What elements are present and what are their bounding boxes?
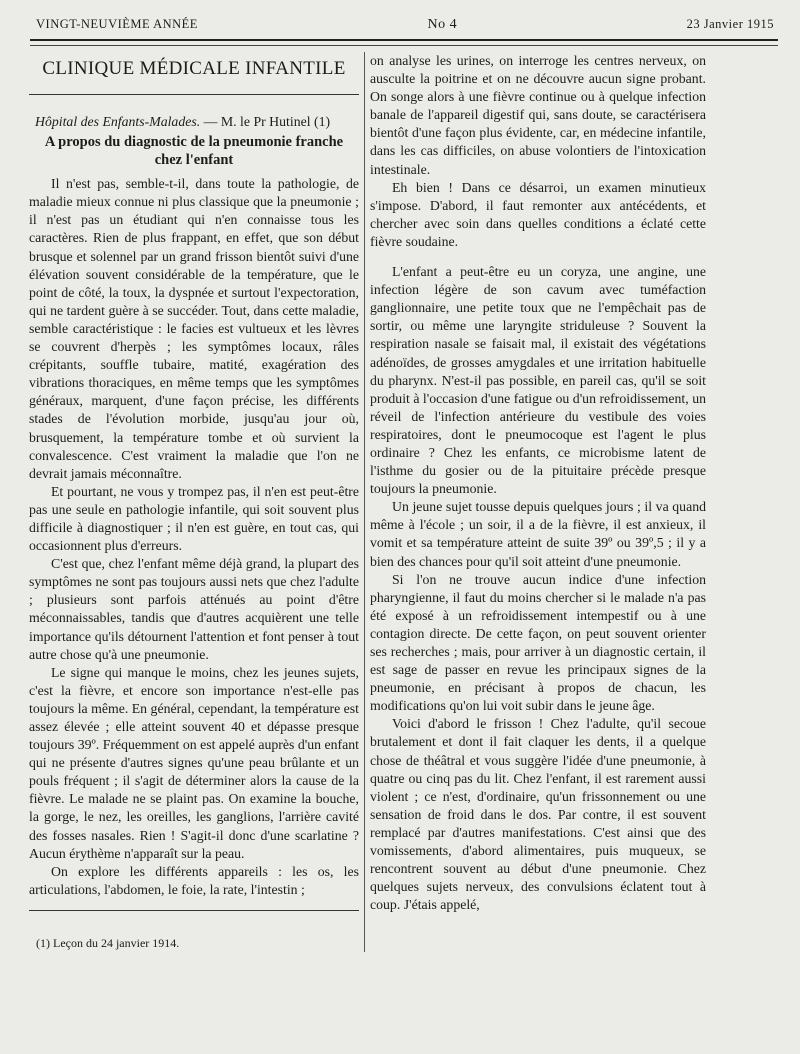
left-column: [29, 52, 359, 899]
byline: [29, 113, 359, 131]
section-title-rule: [29, 94, 359, 95]
paragraph: Eh bien ! Dans ce désarroi, un examen minutieux s'impose. D'abord, il faut remonter aux antécédents, et chercher avec soin dans quelles conditions a éclaté cette fièvre soudaine.: [370, 179, 706, 249]
header-rule: [30, 39, 778, 46]
paragraph: Voici d'abord le frisson ! Chez l'adulte, qu'il secoue brutalement et dont il fait claquer les dents, il a quelque chose de théâtral et vous suggère l'idée d'une pneumonie, à quatre ou cinq pas du lit. Chez l'enfant, il est rarement aussi violent ; ce n'est, d'ordinaire, qu'un frissonnement ou une sensation de froid dans le dos. Par contre, il est souvent remplacé par d'autres manifestations. C'est ainsi que des vomissements, d'abord alimentaires, puis muqueux, se rencontrent souvent au début d'une pneumonie. Chez quelques sujets nerveux, des convulsions éclatent tout à coup. J'étais appelé,: [370, 716, 706, 913]
article-title: [29, 133, 359, 169]
footnote: (1) Leçon du 24 janvier 1914.: [36, 936, 180, 950]
paragraph: Le signe qui manque le moins, chez les jeunes sujets, c'est la fièvre, et encore son importance n'est-elle pas toujours la même. En général, cependant, la température est assez élevée ; elle atteint souvent 40 et dépasse presque toujours 39º. Fréquemment on est appelé auprès d'un enfant qui ne présente d'autres signes qu'une peau brûlante et un pouls fréquent ; il s'agit de déterminer alors la cause de la fièvre. Le malade ne se plaint pas. On examine la bouche, la gorge, le nez, les oreilles, les ganglions, l'arrière cavité des fosses nasales. Rien ! S'agit-il donc d'une scarlatine ? Aucun érythème n'apparaît sur la peau.: [29, 664, 359, 861]
header-date: 23 Janvier 1915: [686, 17, 774, 31]
paragraph: Si l'on ne trouve aucun indice d'une infection pharyngienne, il faut du moins chercher si le malade n'a pas été exposé à un refroidissement intempestif ou à une contagion directe. De cette façon, on peut souvent orienter ses recherches ; mais, pour arriver à un diagnostic certain, il est sage de passer en revue les principaux signes de la pneumonie, en précisant à propos de chacun, les modifications qu'on lui voit subir dans le jeune âge.: [370, 571, 706, 714]
paragraph: on analyse les urines, on interroge les centres nerveux, on ausculte la poitrine et on ne découvre aucun signe probant. On songe alors à une fièvre continue ou à quelque infection banale de l'appareil digestif qui, sans doute, se caractérisera bientôt d'une façon plus évidente, car, en médecine infantile, dans les cas difficiles, on abuse volontiers de l'intoxication intestinale.: [370, 53, 706, 177]
paragraph: Un jeune sujet tousse depuis quelques jours ; il va quand même à l'école ; un soir, il a de la fièvre, il est anxieux, il vomit et sa température atteint de suite 39º ou 39º,5 ; il y a bien des chances pour qu'il soit atteint d'une pneumonie.: [370, 499, 706, 569]
byline-place: Hôpital des Enfants-Malades.: [35, 114, 201, 130]
footnote-rule: [29, 910, 359, 911]
article-title-line-2: chez l'enfant: [154, 152, 234, 169]
paragraph: Il n'est pas, semble-t-il, dans toute la pathologie, de maladie mieux connue ni plus classique que la pneumonie ; il n'est pas un étudiant qui n'en connaisse tous les caractères. Rien de plus frappant, en effet, que son début brusque et solennel par un grand frisson bientôt suivi d'une élévation souvent considérable de la température, que le point de côté, la toux, la dyspnée et surtout l'expectoration, qui ne tardent guère à se succéder. Tout, dans cette maladie, semble caractéristique : le facies est vultueux et les lèvres se couvrent d'herpès ; les symptômes locaux, râles crépitants, souffle tubaire, matité, exagération des vibrations thoraciques, en même temps que les symptômes généraux, marquent, d'une façon précise, les différents stades de l'évolution morbide, jusqu'au jour où, brusquement, la température tombe et où survient la convalescence. C'est vraiment la maladie que l'on ne devrait jamais méconnaître.: [29, 176, 359, 481]
article-title-line-1: A propos du diagnostic de la pneumonie franche: [44, 134, 344, 151]
paragraph: On explore les différents appareils : les os, les articulations, l'abdomen, le foie, la rate, l'intestin ;: [29, 863, 359, 897]
paragraph: Et pourtant, ne vous y trompez pas, il n'en est peut-être pas une seule en pathologie infantile, qui soit souvent plus difficile à diagnostiquer ; il n'en est guère, en tout cas, qui occasionnent plus d'erreurs.: [29, 483, 359, 554]
header-issue-number: No 4: [427, 17, 458, 32]
paragraph: L'enfant a peut-être eu un coryza, une angine, une infection légère de son cavum avec tuméfaction ganglionnaire, une petite toux que ne l'empêchait pas de sortir, ou même une laryngite striduleuse ? Souvent la respiration nasale se faisait mal, il existait des végétations adénoïdes, de grosses amygdales et une irritation habituelle du pharynx. N'est-il pas possible, en pareil cas, qu'il se soit produit à l'occasion d'une fatigue ou d'un refroidissement, un réveil de l'infection antérieure du vestibule des voies respiratoires, dont le pneumocoque est l'agent le plus ordinaire ? Chez les enfants, ce microbisme latent de l'isthme du gosier ou de la pituitaire précède presque toujours la pneumonie.: [370, 264, 706, 497]
column-divider: [364, 52, 365, 952]
running-header: [36, 17, 774, 33]
header-volume: VINGT-NEUVIÈME ANNÉE: [36, 17, 198, 31]
section-title: CLINIQUE MÉDICALE INFANTILE: [42, 58, 346, 79]
byline-author: — M. le Pr Hutinel (1): [203, 114, 331, 130]
right-column: [370, 52, 706, 914]
paragraph: C'est que, chez l'enfant même déjà grand, la plupart des symptômes ne sont pas toujours aussi nets que chez l'adulte ; plusieurs sont parfois atténués au point d'être méconnaissables, tandis que d'autres acquièrent une telle importance qu'ils détournent l'attention et font penser à tout autre chose qu'à une pneumonie.: [29, 556, 359, 662]
